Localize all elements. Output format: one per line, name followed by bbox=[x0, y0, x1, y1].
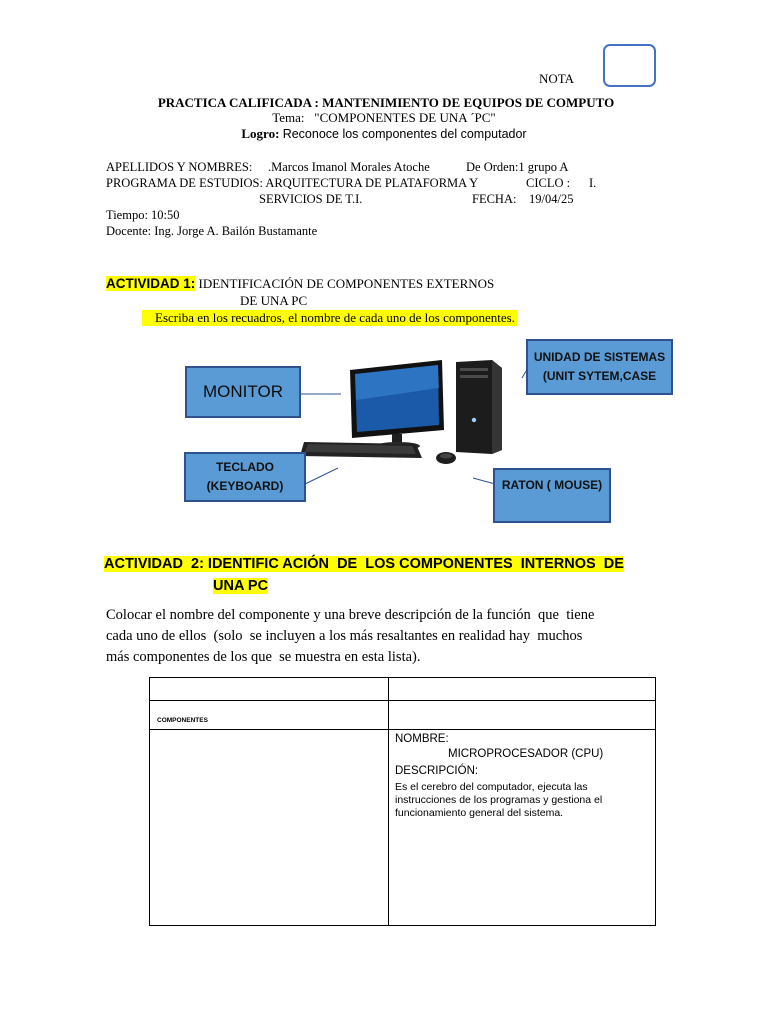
nombre-value: MICROPROCESADOR (CPU) bbox=[448, 748, 604, 760]
table-cell bbox=[389, 678, 656, 701]
raton-connector bbox=[473, 478, 495, 484]
monitor-box[interactable] bbox=[185, 366, 301, 418]
table-row bbox=[150, 730, 656, 926]
actividad1-title-line2: DE UNA PC bbox=[240, 293, 308, 308]
programa-line2: SERVICIOS DE T.I. bbox=[259, 192, 363, 206]
table-cell bbox=[150, 678, 389, 701]
teclado-label-line1: TECLADO bbox=[216, 460, 274, 474]
apellidos-label: APELLIDOS Y NOMBRES: bbox=[106, 160, 253, 174]
descripcion-line3: funcionamiento general del sistema. bbox=[395, 807, 564, 819]
actividad1-heading bbox=[106, 276, 494, 292]
components-table bbox=[149, 677, 656, 926]
monitor-label: MONITOR bbox=[203, 382, 283, 401]
descripcion-text bbox=[395, 781, 649, 820]
fecha-value: 19/04/25 bbox=[529, 192, 574, 206]
ciclo-value: I. bbox=[589, 176, 597, 190]
nombre-label: NOMBRE: bbox=[395, 733, 449, 745]
tiempo-text: Tiempo: 10:50 bbox=[106, 208, 180, 222]
table-row bbox=[150, 701, 656, 730]
apellidos-value: .Marcos Imanol Morales Atoche bbox=[268, 160, 430, 174]
nota-box bbox=[603, 44, 656, 87]
table-row bbox=[150, 678, 656, 701]
actividad1-title: IDENTIFICACIÓN DE COMPONENTES EXTERNOS bbox=[198, 276, 495, 291]
actividad2-title-line2: UNA PC bbox=[213, 578, 269, 594]
descripcion-line2: instrucciones de los programas y gestiona el bbox=[395, 794, 603, 806]
actividad1-label: ACTIVIDAD 1: bbox=[106, 276, 196, 291]
page-title: PRACTICA CALIFICADA : MANTENIMIENTO DE EQUIPOS DE COMPUTO bbox=[157, 95, 615, 110]
actividad1-instruction: Escriba en los recuadros, el nombre de cada uno de los componentes. bbox=[142, 310, 515, 325]
fecha-label: FECHA: bbox=[472, 192, 517, 206]
unidad-box[interactable] bbox=[526, 339, 673, 395]
ciclo-label: CICLO : bbox=[526, 176, 571, 190]
nota-label: NOTA bbox=[539, 71, 575, 86]
table-cell bbox=[150, 730, 389, 926]
cpu-description-cell[interactable] bbox=[389, 730, 656, 926]
table-header-componentes: COMPONENTES bbox=[150, 701, 389, 730]
teclado-label-line2: (KEYBOARD) bbox=[206, 479, 284, 493]
actividad2-title: ACTIVIDAD 2: IDENTIFIC ACIÓN DE LOS COMPONENTES INTERNOS DE bbox=[104, 556, 624, 572]
unidad-label-line2: (UNIT SYTEM,CASE bbox=[542, 369, 657, 383]
tema-label: Tema: bbox=[272, 110, 305, 125]
tema-line bbox=[0, 110, 768, 126]
desktop-pc-image bbox=[296, 348, 514, 474]
logro-line bbox=[0, 126, 768, 142]
descripcion-line1: Es el cerebro del computador, ejecuta las bbox=[395, 781, 588, 793]
logro-value: Reconoce los componentes del computador bbox=[282, 127, 527, 141]
programa-label: PROGRAMA DE ESTUDIOS: ARQUITECTURA DE PLATAFORMA Y bbox=[106, 176, 479, 190]
orden-value: De Orden:1 grupo A bbox=[466, 160, 569, 174]
tema-value: "COMPONENTES DE UNA ´PC" bbox=[314, 110, 496, 125]
actividad2-para-line1: Colocar el nombre del componente y una breve descripción de la función que tiene bbox=[106, 607, 595, 623]
teclado-box[interactable] bbox=[184, 452, 306, 502]
logro-label: Logro: bbox=[241, 126, 280, 141]
actividad2-para-line2: cada uno de ellos (solo se incluyen a los más resaltantes en realidad hay muchos bbox=[106, 628, 583, 644]
unidad-label-line1: UNIDAD DE SISTEMAS bbox=[533, 350, 666, 364]
raton-label: RATON ( MOUSE) bbox=[501, 478, 603, 492]
docente-text: Docente: Ing. Jorge A. Bailón Bustamante bbox=[106, 224, 318, 238]
table-cell bbox=[389, 701, 656, 730]
descripcion-label: DESCRIPCIÓN: bbox=[395, 765, 479, 777]
actividad2-para-line3: más componentes de los que se muestra en esta lista). bbox=[106, 649, 421, 665]
raton-box[interactable] bbox=[493, 468, 611, 523]
